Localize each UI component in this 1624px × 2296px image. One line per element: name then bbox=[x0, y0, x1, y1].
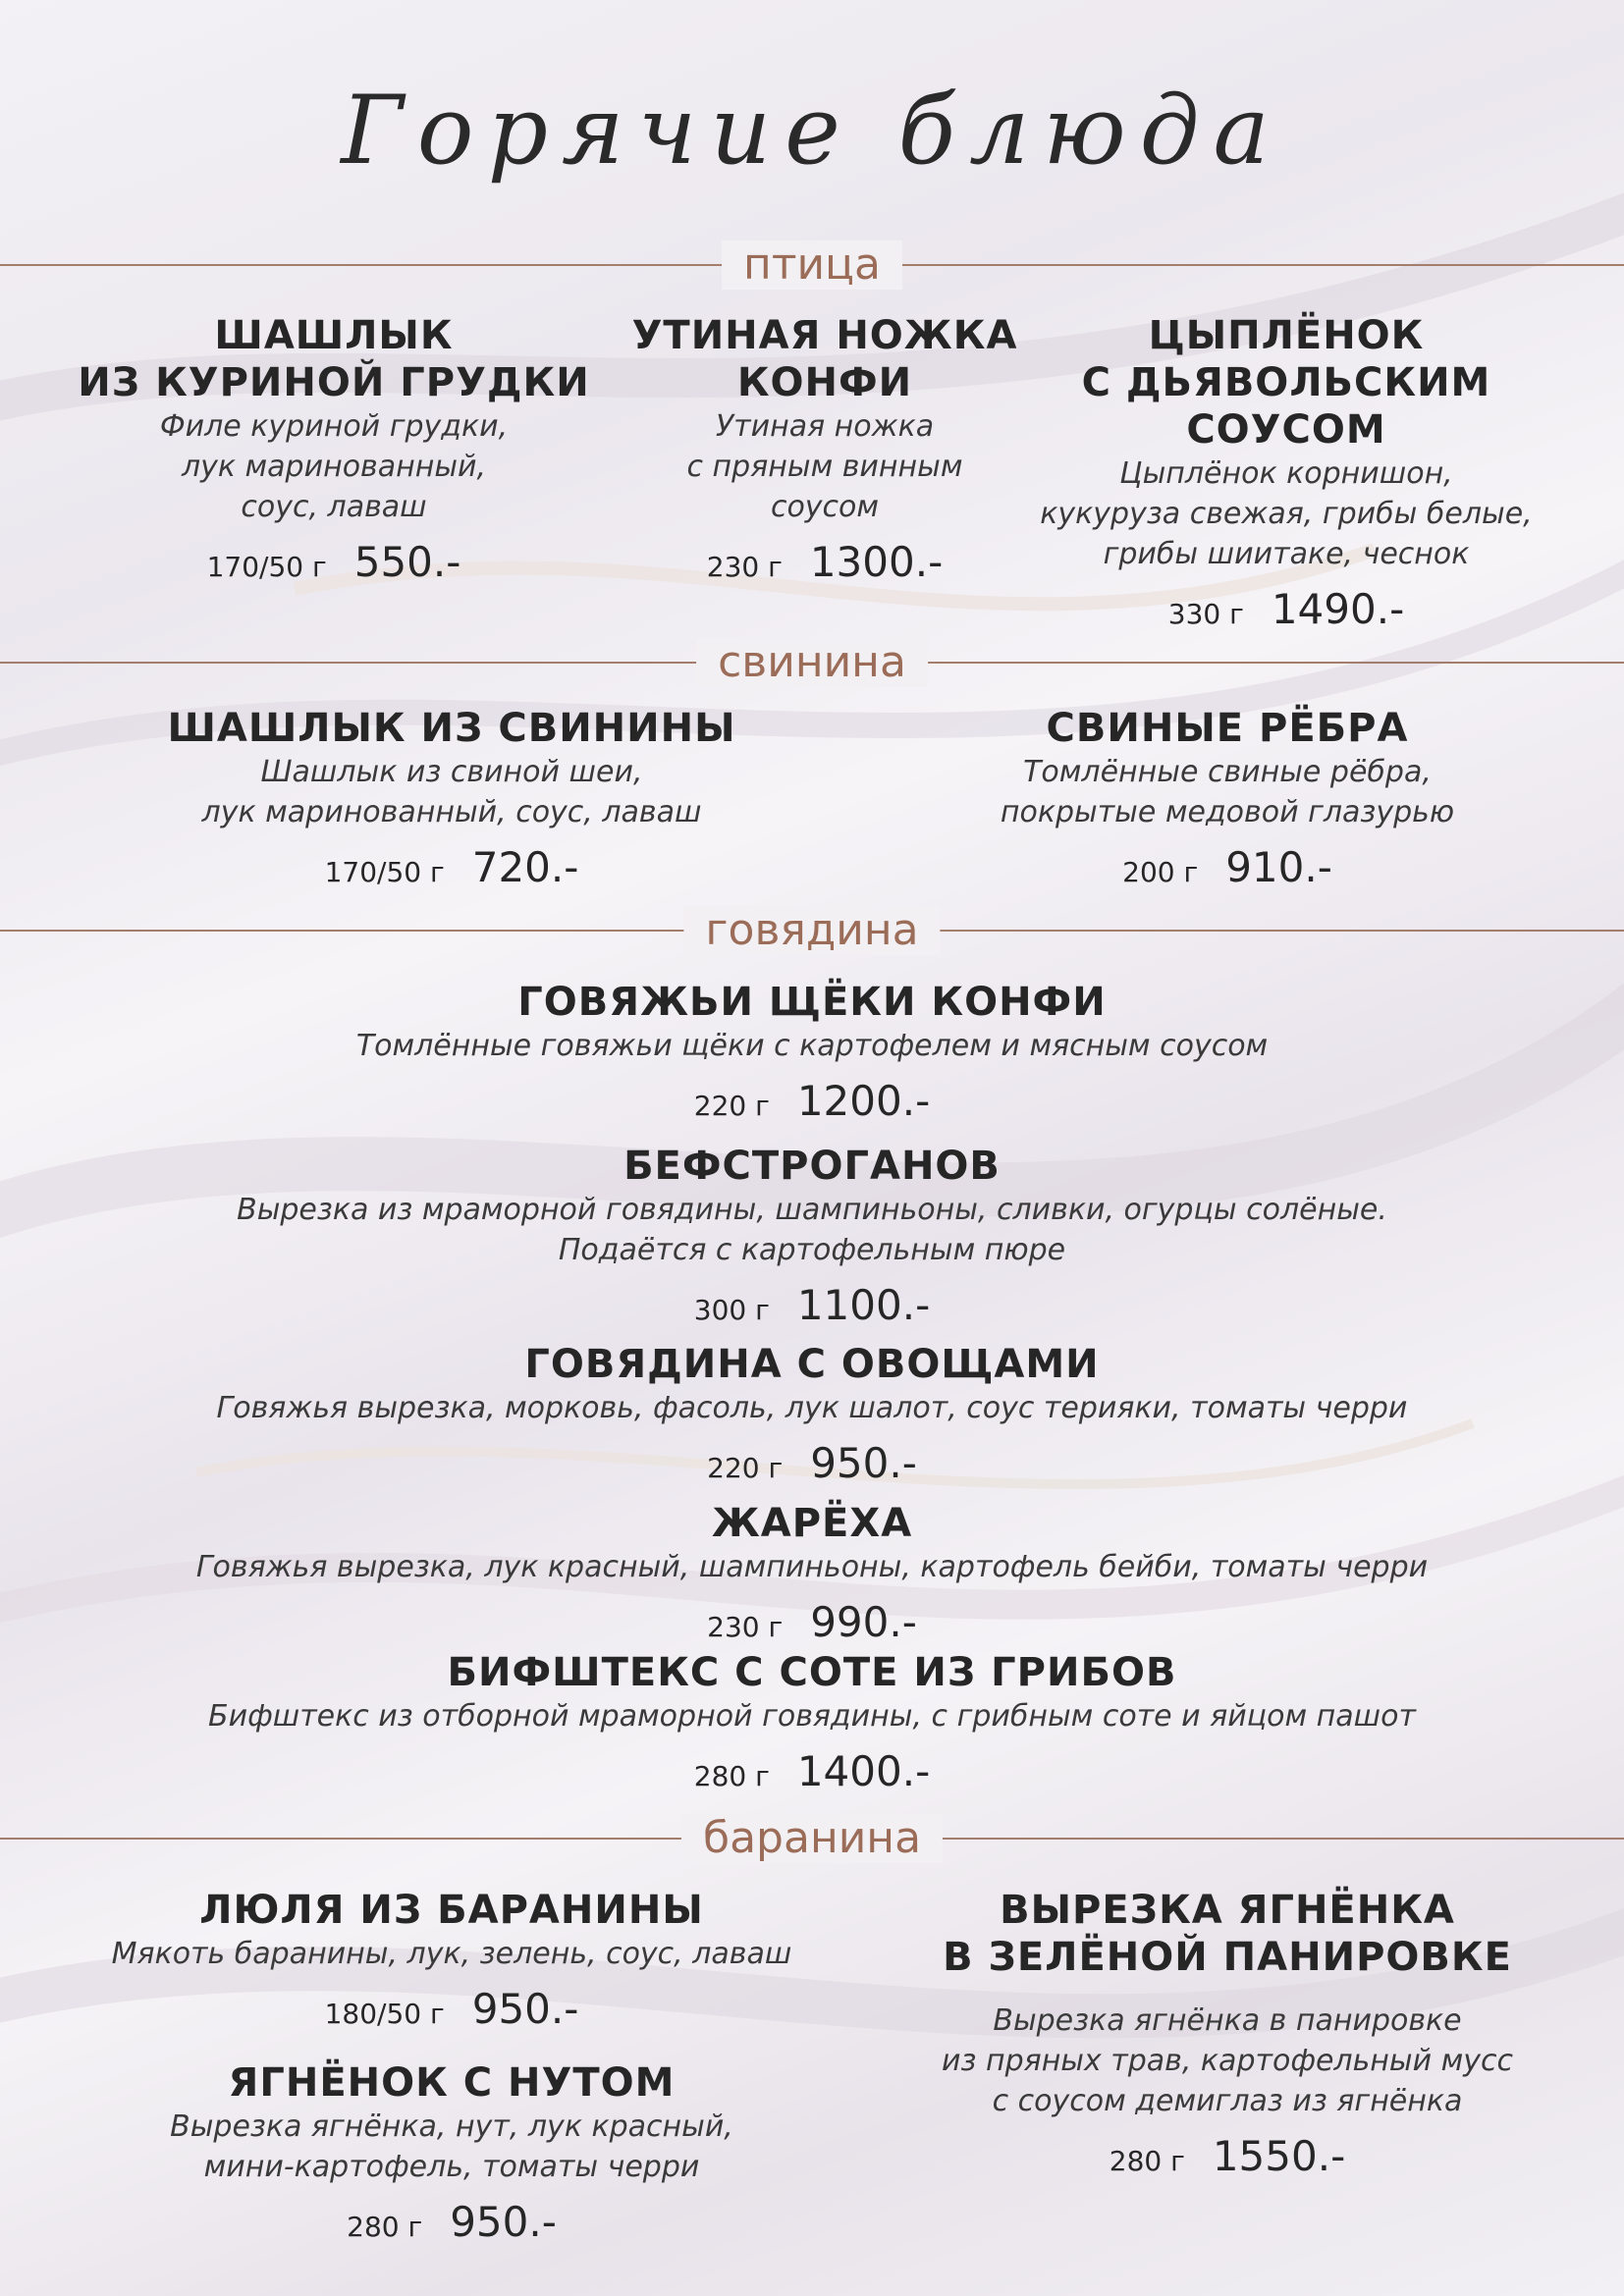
dish-price: 990.- bbox=[810, 1598, 917, 1646]
dish-price-row bbox=[1011, 582, 1561, 646]
dish-price: 950.- bbox=[471, 1985, 579, 2033]
dish-price-row bbox=[98, 1744, 1526, 1808]
dish-pork-skewer bbox=[118, 705, 785, 904]
dish-description: Томлённые свиные рёбра, покрытые медовой глазурью bbox=[1000, 755, 1455, 829]
dish-duck-confit bbox=[589, 312, 1060, 599]
dish-weight: 220 г bbox=[693, 1090, 770, 1122]
dish-name: ЖАРЁХА bbox=[711, 1501, 913, 1546]
dish-name: ЛЮЛЯ ИЗ БАРАНИНЫ bbox=[199, 1888, 704, 1933]
dish-description: Говяжья вырезка, морковь, фасоль, лук шалот, соус терияки, томаты черри bbox=[216, 1391, 1408, 1425]
dish-name: ШАШЛЫК ИЗ СВИНИНЫ bbox=[167, 706, 736, 751]
dish-weight: 180/50 г bbox=[324, 1998, 445, 2030]
dish-price: 1300.- bbox=[809, 538, 944, 586]
dish-name: ГОВЯЖЬИ ЩЁКИ КОНФИ bbox=[517, 980, 1107, 1025]
dish-description: Вырезка ягнёнка в панировке из пряных трав, картофельный мусс с соусом демиглаз из ягнёнка bbox=[942, 2003, 1513, 2118]
dish-name: ШАШЛЫК ИЗ КУРИНОЙ ГРУДКИ bbox=[78, 313, 590, 405]
dish-description: Цыплёнок корнишон, кукуруза свежая, грибы белые, грибы шиитаке, чеснок bbox=[1040, 456, 1533, 571]
dish-price-row bbox=[884, 2129, 1571, 2193]
dish-price: 720.- bbox=[471, 843, 579, 891]
dish-price: 1200.- bbox=[796, 1077, 931, 1125]
dish-beef-stroganoff bbox=[98, 1143, 1526, 1342]
dish-weight: 280 г bbox=[693, 1760, 770, 1792]
dish-price: 910.- bbox=[1225, 843, 1332, 891]
dish-price: 950.- bbox=[810, 1439, 917, 1487]
dish-name: ЦЫПЛЁНОК С ДЬЯВОЛЬСКИМ СОУСОМ bbox=[1081, 313, 1491, 453]
dish-weight: 170/50 г bbox=[324, 856, 445, 888]
dish-price-row bbox=[98, 1436, 1526, 1500]
dish-description: Утиная ножка с пряным винным соусом bbox=[686, 409, 963, 524]
dish-price-row bbox=[118, 840, 785, 904]
dish-description: Мякоть баранины, лук, зелень, соус, лаваш bbox=[111, 1937, 792, 1971]
dish-price: 1550.- bbox=[1212, 2132, 1346, 2180]
dish-name: УТИНАЯ НОЖКА КОНФИ bbox=[631, 313, 1018, 405]
dish-devil-chicken bbox=[1011, 312, 1561, 646]
dish-zharekha bbox=[98, 1500, 1526, 1659]
dish-description: Шашлык из свиной шеи, лук маринованный, соус, лаваш bbox=[201, 755, 702, 829]
dish-weight: 300 г bbox=[693, 1294, 770, 1326]
dish-description: Бифштекс из отборной мраморной говядины, с грибным соте и яйцом пашот bbox=[208, 1699, 1416, 1734]
dish-description: Вырезка ягнёнка, нут, лук красный, мини-картофель, томаты черри bbox=[170, 2109, 733, 2184]
dish-price-row bbox=[59, 1982, 844, 2046]
dish-weight: 200 г bbox=[1122, 856, 1199, 888]
dish-lamb-chickpeas bbox=[59, 2059, 844, 2259]
dish-beefsteak bbox=[98, 1649, 1526, 1808]
dish-weight: 220 г bbox=[707, 1452, 784, 1484]
dish-description: Говяжья вырезка, лук красный, шампиньоны, картофель бейби, томаты черри bbox=[195, 1550, 1429, 1584]
dish-description: Томлённые говяжьи щёки с картофелем и мясным соусом bbox=[355, 1029, 1269, 1063]
category-label: свинина bbox=[696, 638, 928, 687]
dish-price: 1490.- bbox=[1271, 585, 1405, 633]
section-divider-beef bbox=[0, 906, 1624, 955]
category-label: птица bbox=[722, 240, 902, 290]
dish-weight: 230 г bbox=[707, 1611, 784, 1643]
dish-lamb-loin-herb-crust bbox=[884, 1887, 1571, 2193]
dish-price-row bbox=[39, 535, 628, 599]
section-divider-pork bbox=[0, 638, 1624, 687]
dish-price-row bbox=[913, 840, 1542, 904]
dish-description: Вырезка из мраморной говядины, шампиньоны, сливки, огурцы солёные. Подаётся с картофельным пюре bbox=[237, 1193, 1387, 1267]
section-divider-lamb bbox=[0, 1814, 1624, 1863]
dish-beef-cheeks bbox=[98, 979, 1526, 1138]
dish-chicken-skewer bbox=[39, 312, 628, 599]
dish-weight: 280 г bbox=[347, 2211, 423, 2243]
category-label: говядина bbox=[683, 906, 940, 955]
dish-name: БЕФСТРОГАНОВ bbox=[623, 1144, 1001, 1189]
dish-price-row bbox=[98, 1278, 1526, 1342]
page-title: Горячие блюда bbox=[341, 76, 1283, 186]
dish-name: БИФШТЕКС С СОТЕ ИЗ ГРИБОВ bbox=[447, 1650, 1177, 1695]
dish-price: 1100.- bbox=[796, 1281, 931, 1329]
dish-price-row bbox=[98, 1074, 1526, 1138]
dish-price-row bbox=[589, 535, 1060, 599]
dish-name: ЯГНЁНОК С НУТОМ bbox=[228, 2060, 676, 2106]
dish-weight: 230 г bbox=[706, 551, 783, 583]
dish-lamb-kebab bbox=[59, 1887, 844, 2046]
dish-name: СВИНЫЕ РЁБРА bbox=[1046, 706, 1409, 751]
dish-pork-ribs bbox=[913, 705, 1542, 904]
dish-beef-vegetables bbox=[98, 1341, 1526, 1500]
dish-price-row bbox=[59, 2195, 844, 2259]
dish-name: ВЫРЕЗКА ЯГНЁНКА В ЗЕЛЁНОЙ ПАНИРОВКЕ bbox=[943, 1888, 1512, 1980]
dish-price: 950.- bbox=[450, 2198, 557, 2246]
dish-weight: 280 г bbox=[1109, 2145, 1185, 2177]
dish-weight: 170/50 г bbox=[206, 551, 327, 583]
section-divider-poultry bbox=[0, 240, 1624, 290]
dish-description: Филе куриной грудки, лук маринованный, соус, лаваш bbox=[159, 409, 509, 524]
dish-name: ГОВЯДИНА С ОВОЩАМИ bbox=[524, 1342, 1100, 1387]
dish-price: 550.- bbox=[353, 538, 461, 586]
category-label: баранина bbox=[681, 1814, 943, 1863]
dish-price: 1400.- bbox=[796, 1747, 931, 1795]
dish-weight: 330 г bbox=[1167, 598, 1244, 630]
